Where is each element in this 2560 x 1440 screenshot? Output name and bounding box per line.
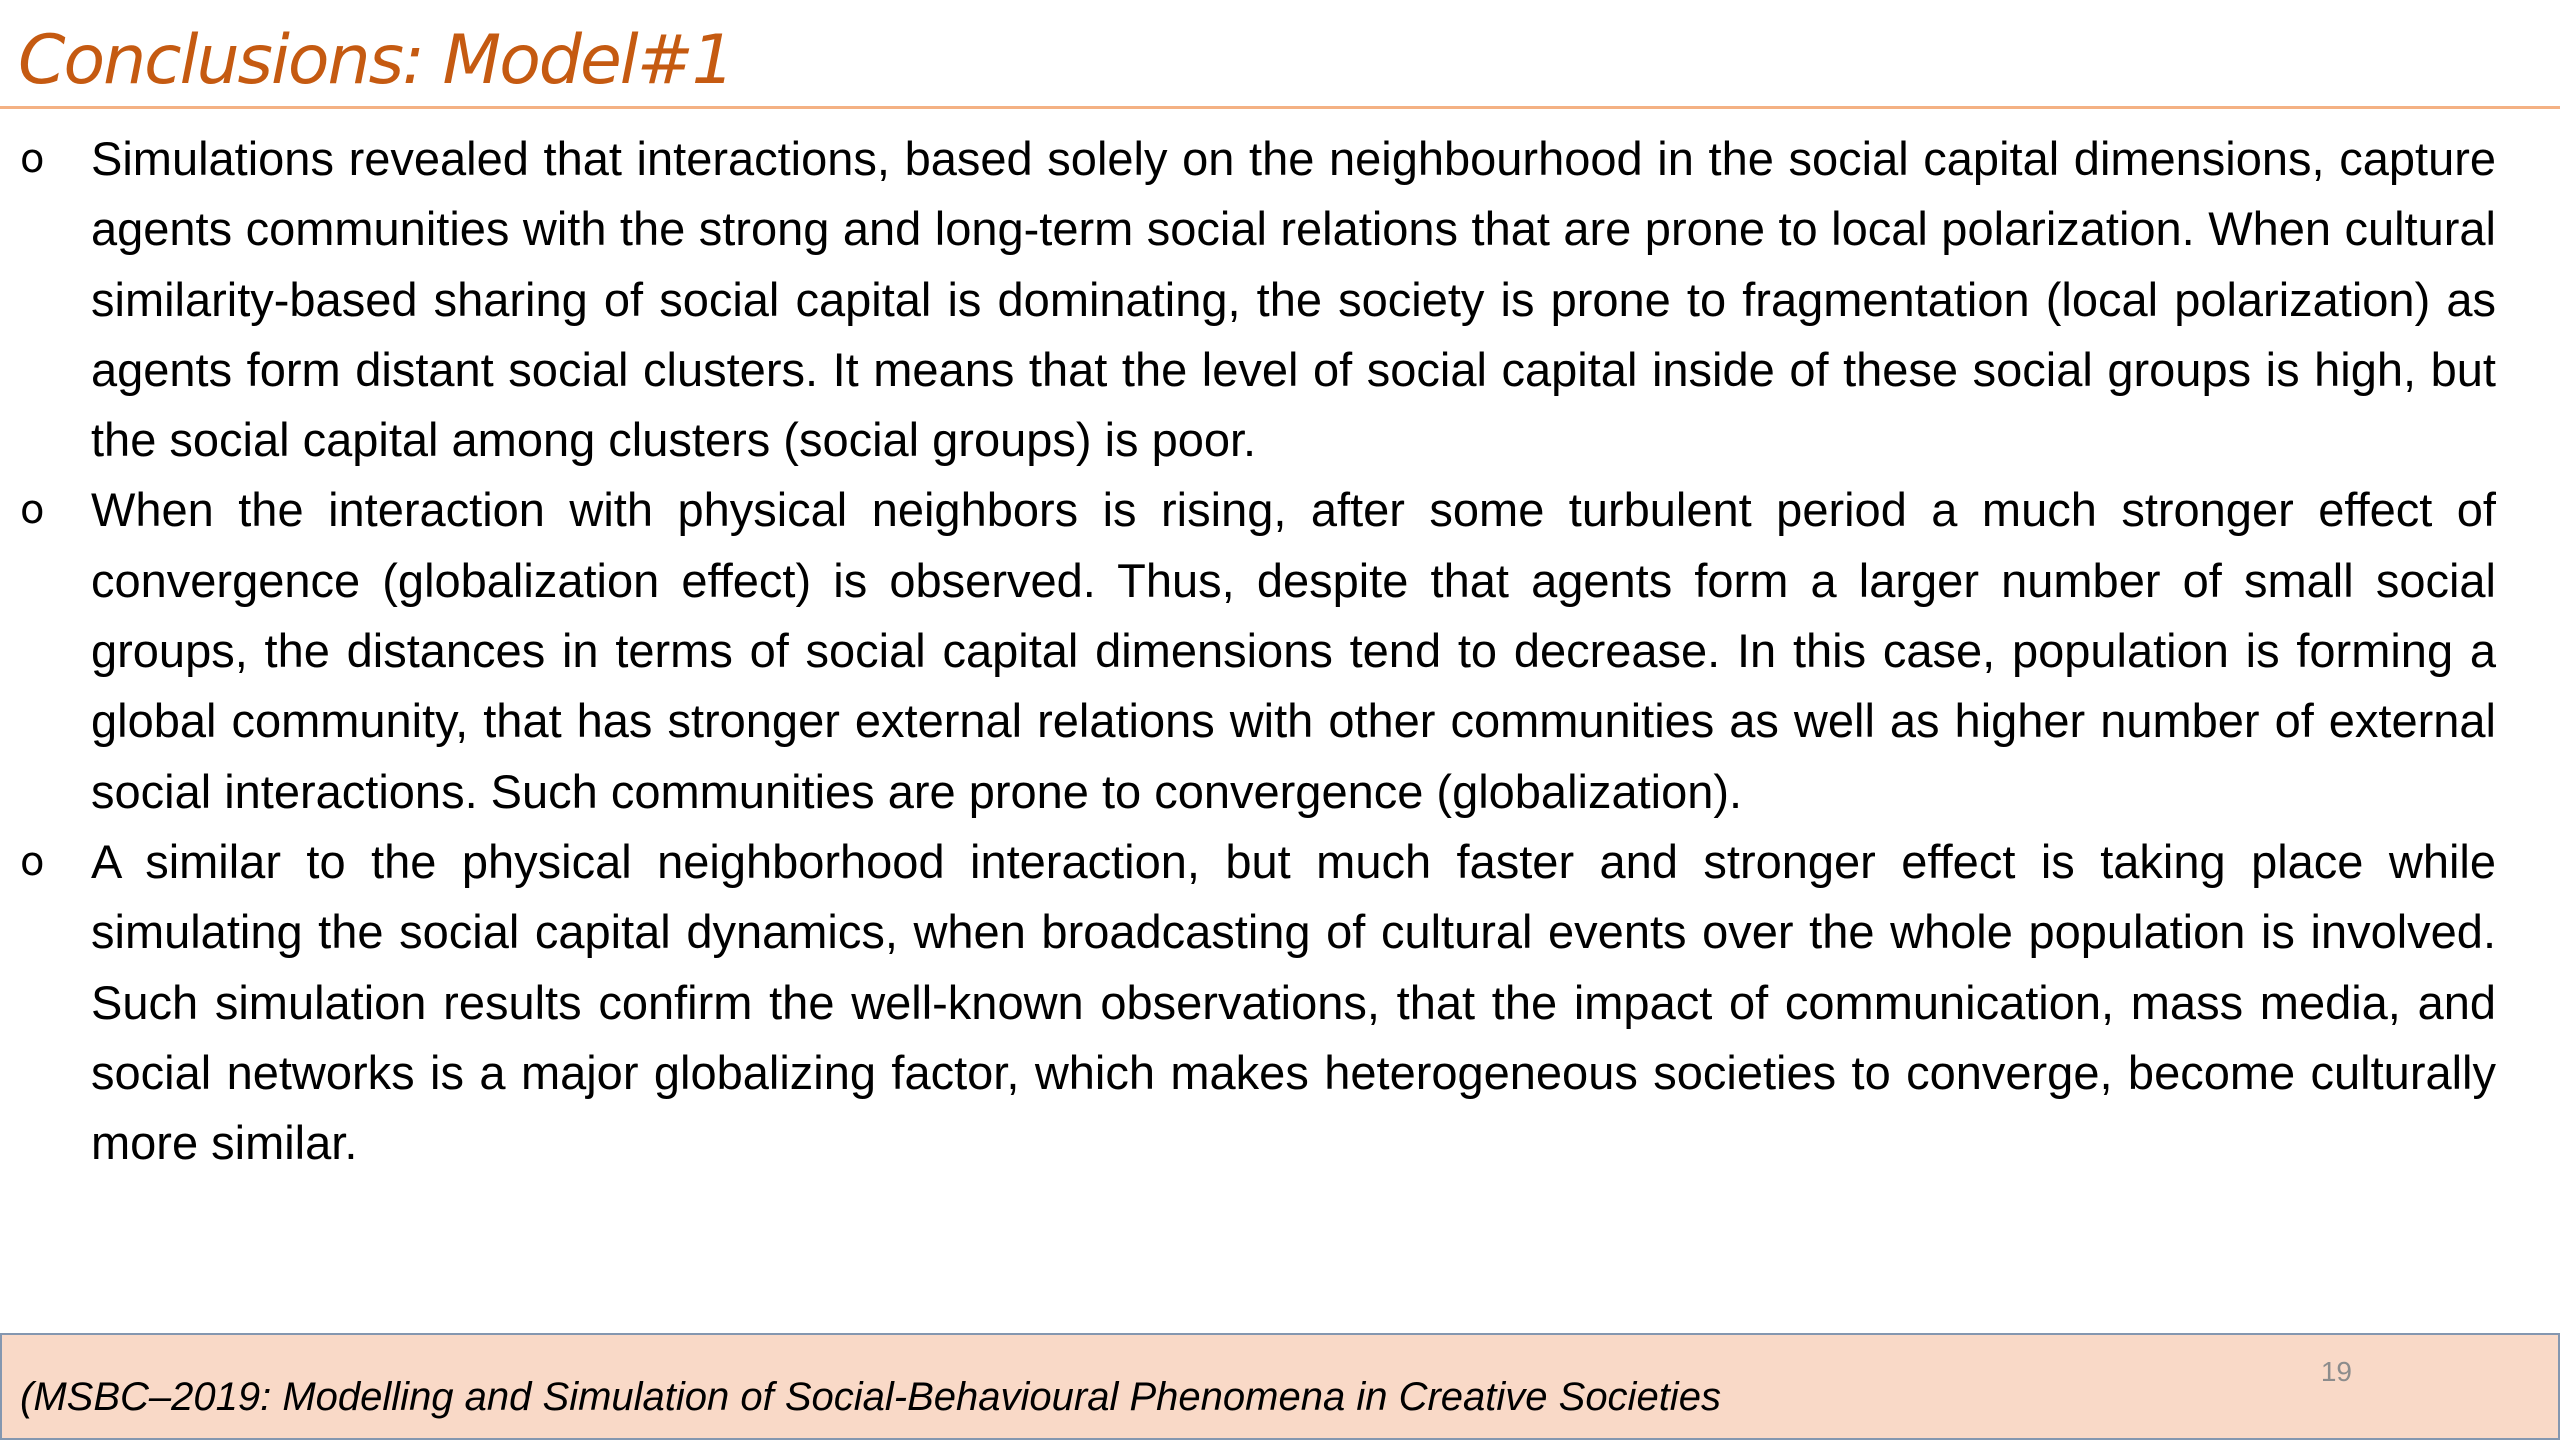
- footer-citation: (MSBC–2019: Modelling and Simulation of Social-Behavioural Phenomena in Creative Societies: [20, 1375, 1721, 1419]
- page-number: 19: [2320, 1356, 2352, 1387]
- bullet-item: [18, 124, 2496, 475]
- title-divider: [0, 106, 2560, 109]
- slide-title: Conclusions: Model#1: [18, 21, 733, 100]
- bullet-text: A similar to the physical neighborhood interaction, but much faster and stronger effect is taking place while simulating the social capital dynamics, when broadcasting of cultural events over the whole population is involved. Such simulation results confirm the well-known observations, that the impact of communication, mass media, and social networks is a major globalizing factor, which makes heterogeneous societies to converge, become culturally more similar.: [91, 834, 2496, 1170]
- bullet-list: [18, 124, 2496, 1178]
- bullet-item: [18, 475, 2496, 826]
- bullet-circle-icon: o: [20, 136, 45, 182]
- bullet-text: When the interaction with physical neighbors is rising, after some turbulent period a much stronger effect of convergence (globalization effect) is observed. Thus, despite that agents form a larger number of small social groups, the distances in terms of social capital dimensions tend to decrease. In this case, population is forming a global community, that has stronger external relations with other communities as well as higher number of external social interactions. Such communities are prone to convergence (globalization).: [91, 483, 2496, 818]
- bullet-circle-icon: o: [20, 838, 45, 885]
- bullet-item: [18, 827, 2496, 1178]
- bullet-text: Simulations revealed that interactions, based solely on the neighbourhood in the social capital dimensions, capture agents communities with the strong and long-term social relations that are prone to local polarization. When cultural similarity-based sharing of social capital is dominating, the society is prone to fragmentation (local polarization) as agents form distant social clusters. It means that the level of social capital inside of these social groups is high, but the social capital among clusters (social groups) is poor.: [91, 132, 2496, 467]
- footer-bar: [0, 1333, 2560, 1440]
- bullet-circle-icon: o: [20, 487, 45, 534]
